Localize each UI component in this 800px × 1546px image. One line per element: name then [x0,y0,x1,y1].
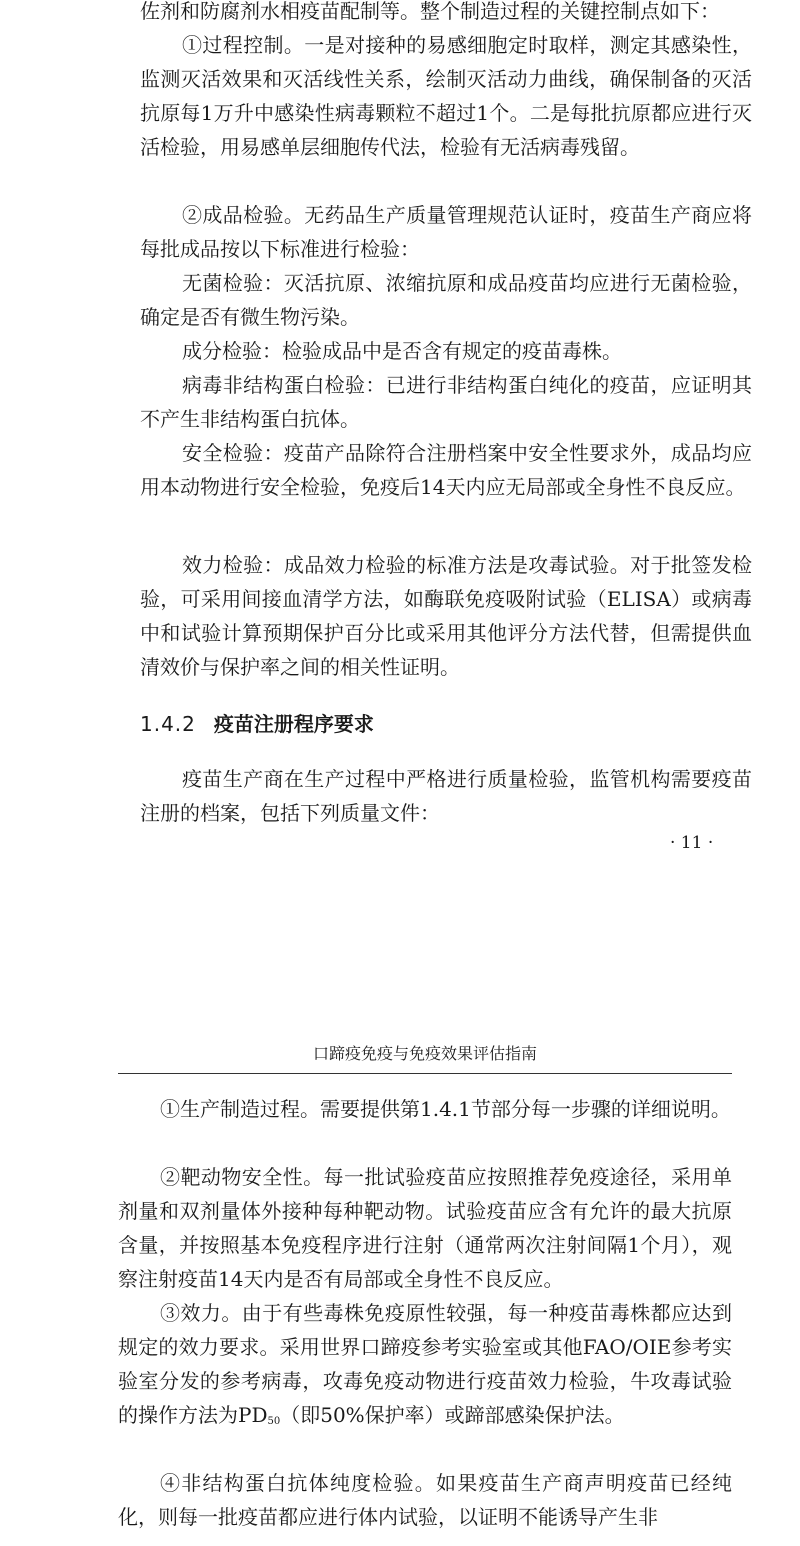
paragraph-nsp-purity: ④非结构蛋白抗体纯度检验。如果疫苗生产商声明疫苗已经纯化，则每一批疫苗都应进行体内试验，以证明不能诱导产生非 [118,1471,732,1529]
paragraph-process-control: ①过程控制。一是对接种的易感细胞定时取样，测定其感染性，监测灭活效果和灭活线性关系，绘制灭活动力曲线，确保制备的灭活抗原每1万升中感染性病毒颗粒不超过1个。二是每批抗原都应进行灭活检验，用易感单层细胞传代法，检验有无活病毒残留。 [140,33,752,159]
paragraph-sterility-test: 无菌检验：灭活抗原、浓缩抗原和成品疫苗均应进行无菌检验，确定是否有微生物污染。 [140,271,752,329]
paragraph-manufacturing-process: ①生产制造过程。需要提供第1.4.1节部分每一步骤的详细说明。 [160,1097,731,1121]
page-12 [0,1040,800,1546]
paragraph-potency-test: 效力检验：成品效力检验的标准方法是攻毒试验。对于批签发检验，可采用间接血清学方法，如酶联免疫吸附试验（ELISA）或病毒中和试验计算预期保护百分比或采用其他评分方法代替，但需提供血清效价与保护率之间的相关性证明。 [140,553,752,679]
pd50-subscript: 50 [267,1416,281,1427]
paragraph-component-test: 成分检验：检验成品中是否含有规定的疫苗毒株。 [182,339,622,363]
efficacy-text-before: ③效力。由于有些毒株免疫原性较强，每一种疫苗毒株都应达到规定的效力要求。采用世界口蹄疫参考实验室或其他FAO/OIE参考实验室分发的参考病毒，攻毒免疫动物进行疫苗效力检验，牛攻毒试验的操作方法为PD [118,1301,732,1427]
section-title: 疫苗注册程序要求 [213,712,374,736]
paragraph-finished-product-testing: ②成品检验。无药品生产质量管理规范认证时，疫苗生产商应将每批成品按以下标准进行检验： [140,203,752,261]
paragraph-target-animal-safety: ②靶动物安全性。每一批试验疫苗应按照推荐免疫途径，采用单剂量和双剂量体外接种每种靶动物。试验疫苗应含有允许的最大抗原含量，并按照基本免疫程序进行注射（通常两次注射间隔1个月），观察注射疫苗14天内是否有局部或全身性不良反应。 [118,1165,732,1291]
section-heading [140,707,374,741]
paragraph-safety-test: 安全检验：疫苗产品除符合注册档案中安全性要求外，成品均应用本动物进行安全检验，免疫后14天内应无局部或全身性不良反应。 [140,441,752,499]
paragraph-nsp-test: 病毒非结构蛋白检验：已进行非结构蛋白纯化的疫苗，应证明其不产生非结构蛋白抗体。 [140,373,752,431]
paragraph-formulation-ending: 佐剂和防腐剂水相疫苗配制等。整个制造过程的关键控制点如下： [140,0,720,23]
paragraph-registration-intro: 疫苗生产商在生产过程中严格进行质量检验，监管机构需要疫苗注册的档案，包括下列质量文件： [140,767,752,825]
page-number: · 11 · [670,833,714,853]
running-header: 口蹄疫免疫与免疫效果评估指南 [312,1044,537,1063]
section-number: 1.4.2 [140,712,196,736]
paragraph-efficacy [118,1296,732,1439]
efficacy-text-after: （即50%保护率）或蹄部感染保护法。 [280,1403,625,1427]
